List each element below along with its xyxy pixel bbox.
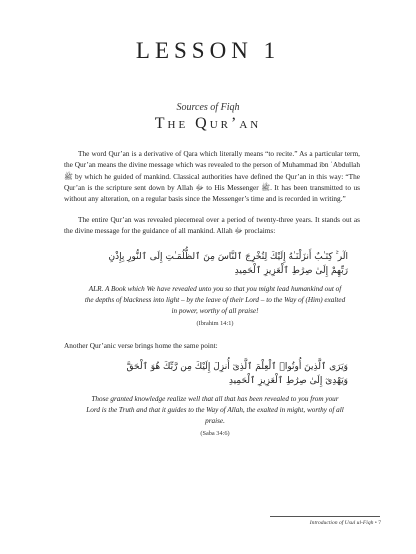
verse-2-citation: (Saba 34:6) — [200, 430, 230, 437]
verse-2-translation: Those granted knowledge realize well that all that has been revealed to you from your Lord is the Truth and that it guides to the Way of Allah, the exalted in might, worthy of all praise. — [86, 395, 344, 425]
revelation-paragraph — [64, 214, 360, 237]
verse-1-arabic-line-2: رَبِّهِمْ إِلَىٰ صِرَٰطِ ٱلْعَزِيزِ ٱلْحَمِيدِ — [234, 266, 348, 276]
footer-separator: • — [373, 520, 379, 526]
page-number: 7 — [378, 520, 381, 526]
footer-book-title: Introduction of Usul ul-Fiqh — [309, 520, 374, 526]
verse-2-arabic-line-1: وَيَرَى ٱلَّذِينَ أُوتُوا۟ ٱلْعِلْمَ ٱلَّذِىٓ أُنزِلَ إِلَيْكَ مِن رَّبِّكَ هُوَ ٱلْحَقَّ — [126, 362, 348, 372]
chapter-title: The Qur’an — [154, 115, 262, 132]
intro-paragraph — [64, 148, 360, 204]
verse-1-citation: (Ibrahim 14:1) — [196, 320, 234, 327]
transition-line: Another Qur’anic verse brings home the same point: — [64, 341, 218, 350]
page-footer — [310, 520, 381, 526]
verse-2-arabic — [78, 360, 348, 388]
section-subtitle: Sources of Fiqh — [176, 102, 240, 113]
lesson-heading: LESSON 1 — [135, 38, 281, 63]
verse-1-translation: ALR. A Book which We have revealed unto you so that you might lead humankind out of the depths of blackness into light – by the leave of their Lord – to the Way of (Him) exalted in power, worthy of all praise! — [84, 285, 346, 315]
revelation-text: The entire Qur’an was revealed piecemeal over a period of twenty-three years. It stands out as the divine message for the guidance of all mankind. Allah ﷻ proclaims: — [64, 215, 360, 236]
verse-1-arabic — [78, 250, 348, 278]
intro-text: The word Qur’an is a derivative of Qara which literally means “to recite.” As a particular term, the Qur’an means the divine message which was revealed to the person of Muhammad ibn ʿAbdullah ﷺ by which he guided of mankind. Classical authorities have defined the Qur’an in this way: “The Qur’an is the scripture sent down by Allah ﷻ to His Messenger ﷺ. It has been transmitted to us without any alteration, on a regular basis since the Messenger’s time and is recorded in writing.” — [64, 149, 360, 204]
verse-1-arabic-line-1: الٓر ۚ كِتَـٰبٌ أَنزَلْنَـٰهُ إِلَيْكَ لِتُخْرِجَ ٱلنَّاسَ مِنَ ٱلظُّلُمَـٰتِ إِلَى ٱلنُّورِ بِإِذْنِ — [108, 252, 348, 262]
footer-divider — [270, 516, 380, 517]
verse-2-arabic-line-2: وَيَهْدِىٓ إِلَىٰ صِرَٰطِ ٱلْعَزِيزِ ٱلْحَمِيدِ — [228, 376, 348, 386]
